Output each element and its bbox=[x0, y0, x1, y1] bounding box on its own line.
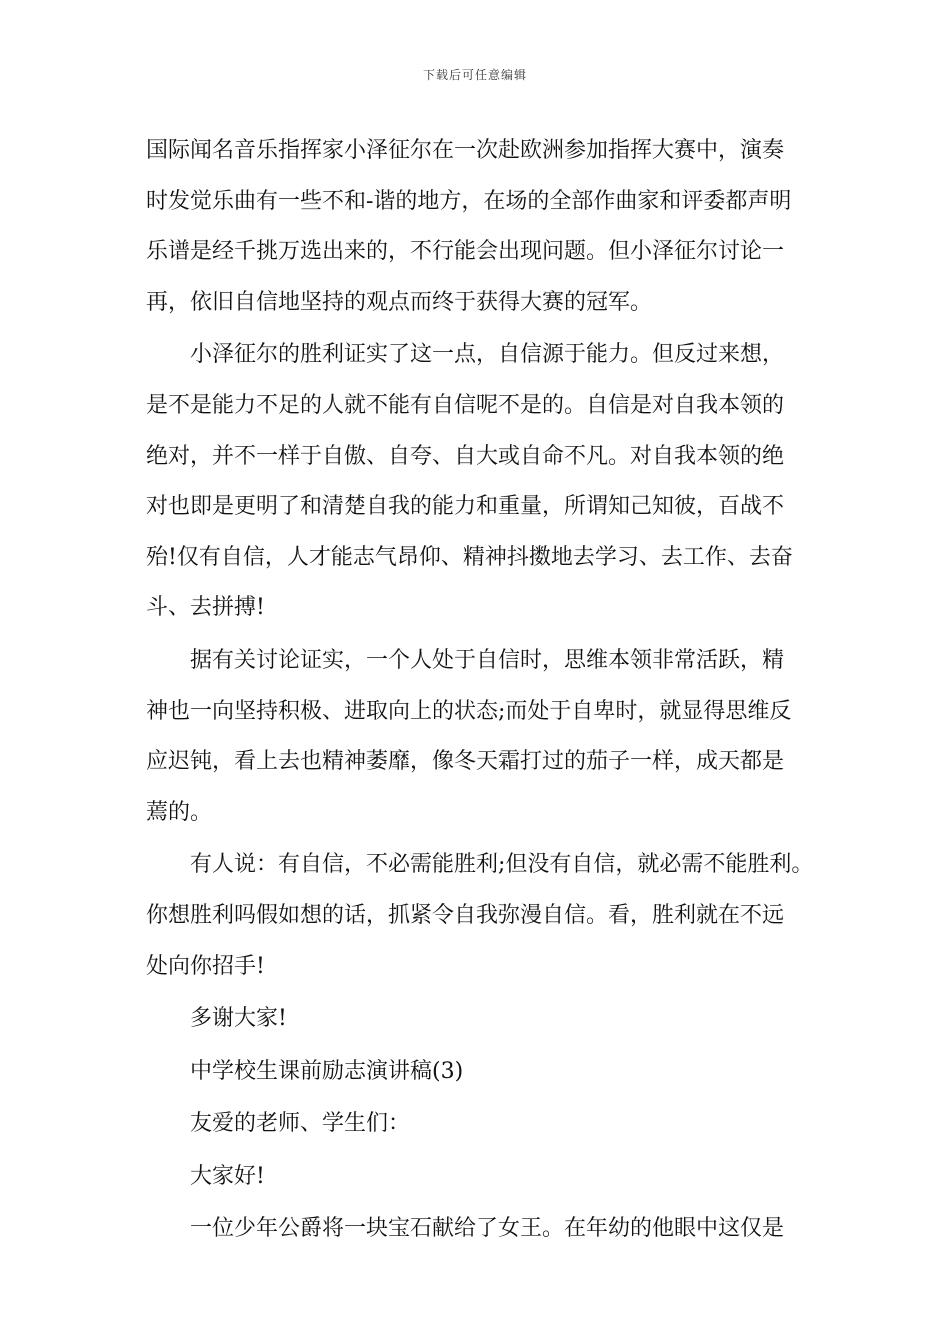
paragraph bbox=[146, 1047, 806, 1098]
text-line: 多谢大家! bbox=[190, 1006, 287, 1032]
text-line: 蔫的。 bbox=[146, 799, 213, 825]
text-line: 你想胜利吗假如想的话，抓紧令自我弥漫自信。看，胜利就在不远 bbox=[146, 902, 785, 928]
header-note: 下载后可任意编辑 bbox=[422, 68, 527, 82]
text-line: 殆!仅有自信，人才能志气昂仰、精神抖擞地去学习、去工作、去奋 bbox=[146, 544, 793, 570]
text-line: 处向你招手! bbox=[146, 953, 265, 979]
text-line: 神也一向坚持积极、进取向上的状态;而处于自卑时，就显得思维反 bbox=[146, 698, 792, 724]
paragraph bbox=[146, 1152, 806, 1203]
text-line: 绝对，并不一样于自傲、自夸、自大或自命不凡。对自我本领的绝 bbox=[146, 443, 785, 469]
text-line: 据有关讨论证实，一个人处于自信时，思维本领非常活跃，精 bbox=[190, 647, 785, 673]
paragraph bbox=[146, 840, 814, 992]
speech-title: 中学校生课前励志演讲稿(3) bbox=[190, 1058, 464, 1084]
text-line: 一位少年公爵将一块宝石献给了女王。在年幼的他眼中这仅是 bbox=[190, 1216, 785, 1242]
text-line: 再，依旧自信地坚持的观点而终于获得大赛的冠军。 bbox=[146, 289, 653, 315]
paragraph bbox=[146, 994, 806, 1045]
text-line: 时发觉乐曲有一些不和-谐的地方，在场的全部作曲家和评委都声明 bbox=[146, 188, 792, 214]
text-line: 斗、去拼搏! bbox=[146, 595, 265, 621]
text-line: 乐谱是经千挑万选出来的，不行能会出现问题。但小泽征尔讨论一 bbox=[146, 239, 785, 265]
paragraph bbox=[146, 636, 806, 838]
text-line: 有人说：有自信，不必需能胜利;但没有自信，就必需不能胜利。 bbox=[190, 852, 814, 878]
paragraph bbox=[146, 1099, 806, 1150]
text-line: 国际闻名音乐指挥家小泽征尔在一次赴欧洲参加指挥大赛中，演奏 bbox=[146, 138, 785, 163]
paragraph bbox=[146, 1204, 806, 1255]
text-line: 小泽征尔的胜利证实了这一点，自信源于能力。但反过来想， bbox=[190, 342, 785, 368]
text-line: 是不是能力不足的人就不能有自信呢不是的。自信是对自我本领的 bbox=[146, 392, 785, 418]
paragraph bbox=[146, 330, 806, 634]
paragraph bbox=[146, 126, 806, 328]
salutation: 友爱的老师、学生们： bbox=[190, 1111, 411, 1137]
text-line: 对也即是更明了和清楚自我的能力和重量，所谓知己知彼，百战不 bbox=[146, 494, 785, 520]
greeting: 大家好! bbox=[190, 1163, 265, 1189]
text-line: 应迟钝，看上去也精神萎靡，像冬天霜打过的茄子一样，成天都是 bbox=[146, 749, 785, 775]
document-body bbox=[146, 126, 814, 1255]
